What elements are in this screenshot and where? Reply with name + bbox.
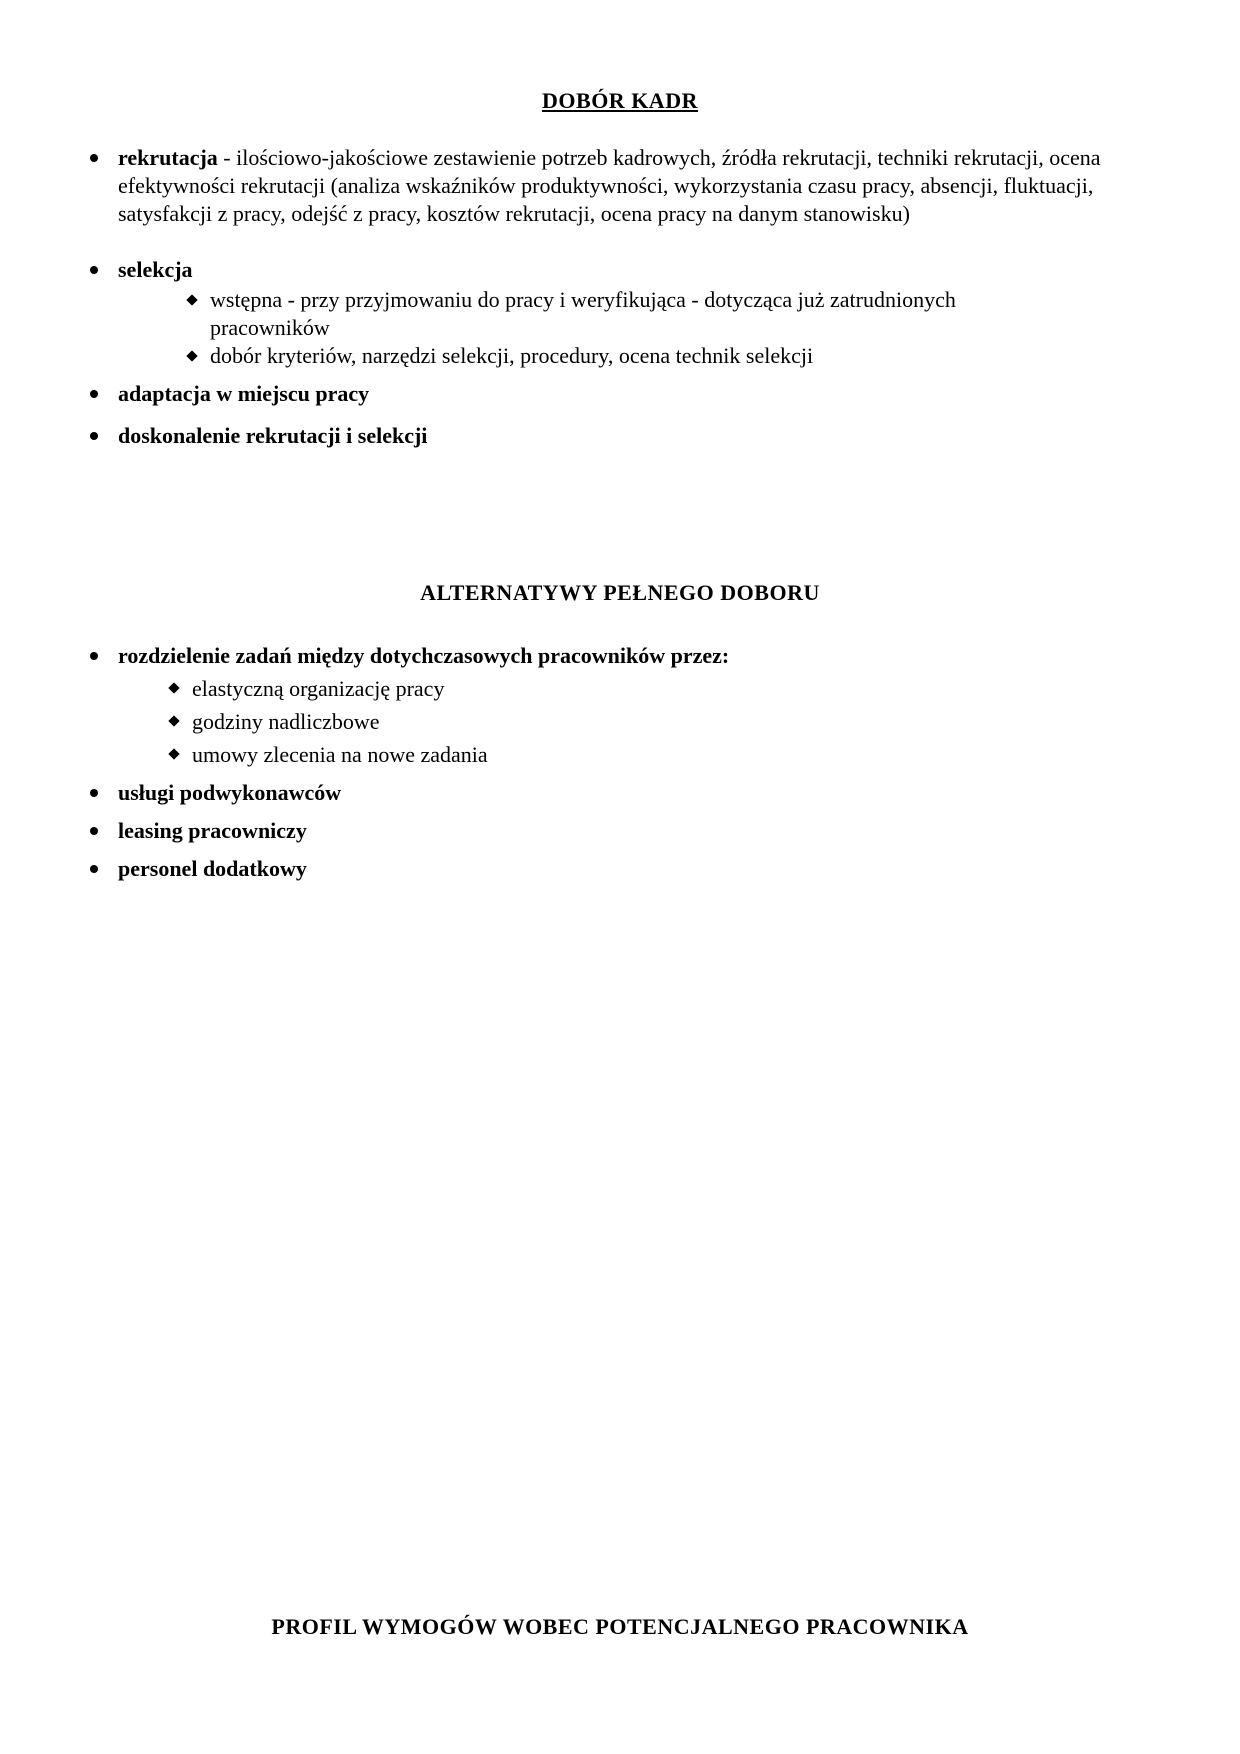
bullet-icon [90, 266, 98, 274]
sub-item-text: godziny nadliczbowe [192, 709, 380, 734]
sub-item [192, 672, 1160, 705]
bullet-icon [90, 432, 98, 440]
section-title-alternatywy: ALTERNATYWY PEŁNEGO DOBORU [420, 580, 820, 605]
sub-item [192, 738, 1160, 771]
sub-item-text: umowy zlecenia na nowe zadania [192, 742, 488, 767]
bullet-icon [90, 865, 98, 873]
diamond-bullet-icon [186, 350, 197, 361]
term-rekrutacja: rekrutacja [118, 145, 218, 170]
selekcja-sublist [118, 286, 1070, 370]
sub-item-text: wstępna - przy przyjmowaniu do pracy i weryfikująca - dotycząca już zatrudnionych pracowników [210, 287, 956, 340]
list-item-rozdzielenie [118, 642, 1160, 771]
diamond-bullet-icon [168, 682, 179, 693]
diamond-bullet-icon [186, 294, 197, 305]
term-doskonalenie: doskonalenie rekrutacji i selekcji [118, 423, 428, 448]
bullet-icon [90, 390, 98, 398]
bullet-icon [90, 789, 98, 797]
sub-item-text: dobór kryteriów, narzędzi selekcji, procedury, ocena technik selekcji [210, 343, 814, 368]
section-title-dobor-kadr: DOBÓR KADR [542, 88, 698, 113]
diamond-bullet-icon [168, 748, 179, 759]
term-selekcja: selekcja [118, 257, 193, 282]
bullet-icon [90, 652, 98, 660]
term-rozdzielenie: rozdzielenie zadań między dotychczasowych pracowników przez: [118, 643, 730, 668]
term-personel: personel dodatkowy [118, 856, 307, 881]
term-leasing: leasing pracowniczy [118, 818, 307, 843]
section-title-profil: PROFIL WYMOGÓW WOBEC POTENCJALNEGO PRACOWNIKA [271, 1614, 969, 1639]
list-item-selekcja [118, 256, 1160, 370]
text-rekrutacja: - ilościowo-jakościowe zestawienie potrzeb kadrowych, źródła rekrutacji, techniki rekrutacji, ocena efektywności rekrutacji (analiza wskaźników produktywności, wykorzystania czasu pracy, absencji, fluktuacji, satysfakcji z pracy, odejść z pracy, kosztów rekrutacji, ocena pracy na danym stanowisku) [118, 145, 1101, 226]
list-item-leasing [118, 817, 1160, 845]
rozdzielenie-sublist [118, 672, 1160, 771]
bullet-icon [90, 827, 98, 835]
bullet-icon [90, 154, 98, 162]
list-item-doskonalenie [118, 422, 1160, 450]
list-item-rekrutacja [118, 144, 1160, 228]
term-adaptacja: adaptacja w miejscu pracy [118, 381, 370, 406]
sub-item [210, 342, 1070, 370]
sub-item-text: elastyczną organizację pracy [192, 676, 445, 701]
list-item-adaptacja [118, 380, 1160, 408]
list-item-uslugi [118, 779, 1160, 807]
section2-list [118, 642, 1160, 883]
list-item-personel [118, 855, 1160, 883]
sub-item [210, 286, 1070, 342]
term-uslugi: usługi podwykonawców [118, 780, 342, 805]
diamond-bullet-icon [168, 715, 179, 726]
section1-list [118, 144, 1160, 450]
sub-item [192, 705, 1160, 738]
